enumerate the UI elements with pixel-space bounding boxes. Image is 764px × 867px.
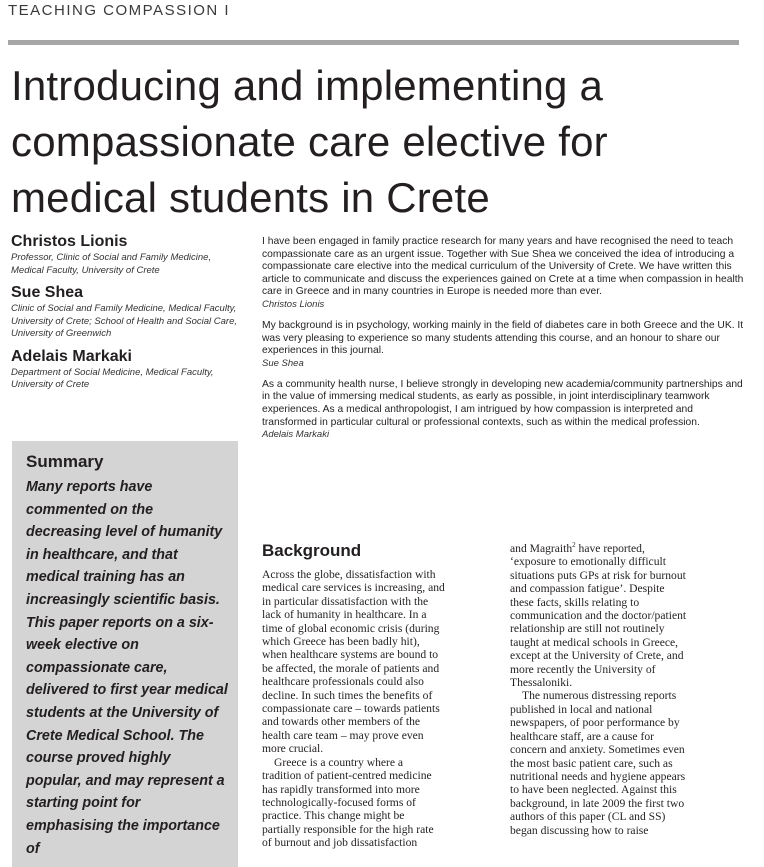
- statement-text: My background is in psychology, working mainly in the field of diabetes care in both Greece and the UK. It was very pleasing to experience so many students attending this course, and an honour to share our experiences in this journal.: [262, 319, 744, 357]
- body-line: tradition of patient-centred medicine: [262, 769, 432, 783]
- body-line: taught at medical schools in Greece,: [510, 635, 679, 649]
- title-line: medical students in Crete: [11, 174, 490, 221]
- body-line: medical care services is increasing, and: [262, 581, 445, 595]
- author-block: [11, 232, 243, 277]
- body-line: more recently the University of: [510, 662, 656, 676]
- body-line: practice. This change might be: [262, 809, 405, 823]
- statement-text: As a community health nurse, I believe strongly in developing new academia/community partnerships and in the value of immersing medical students, as early as possible, in joint interdisciplinary teamwork experiences. As a medical anthropologist, I am intrigued by how compassion is interpreted and transformed in particular cultural or professional contexts, such as within the medical profession.: [262, 378, 743, 428]
- author-block: [11, 283, 243, 341]
- body-line: newspapers, of poor performance by: [510, 716, 680, 730]
- author-affiliation: Professor, Clinic of Social and Family Medicine, Medical Faculty, University of Crete: [11, 252, 212, 276]
- author-list: [11, 232, 243, 398]
- statement-text: I have been engaged in family practice research for many years and have recognised the need to teach compassionate care as an urgent issue. Together with Sue Shea we conceived the idea of introducing a compassionate care elective into the medical curriculum of the University of Crete. We have written this article to communicate and discuss the experiences gained on Crete at a time when compassion in health care in Greece and in many countries in Europe is needed more than ever.: [262, 236, 744, 298]
- statement-signature: Sue Shea: [262, 357, 304, 369]
- title-line: Introducing and implementing a: [11, 62, 604, 109]
- body-line: be affected, the morale of patients and: [262, 661, 440, 675]
- body-line: compassionate care – towards patients: [262, 702, 440, 716]
- article-title: [11, 58, 751, 226]
- summary-heading: Summary: [26, 452, 104, 471]
- author-name: Christos Lionis: [11, 233, 128, 250]
- body-line: these facts, skills relating to: [510, 595, 640, 609]
- body-line: concern and anxiety. Sometimes even: [510, 743, 685, 757]
- author-name: Sue Shea: [11, 284, 84, 301]
- body-line: The numerous distressing reports: [522, 689, 677, 703]
- header-rule: [8, 40, 739, 45]
- author-statement: [262, 379, 744, 441]
- body-column-1: [262, 568, 494, 850]
- body-line: health care team – may prove even: [262, 728, 424, 742]
- body-line: time of global economic crisis (during: [262, 621, 440, 635]
- body-line: technologically-focused forms of: [262, 795, 416, 809]
- body-line: background, in late 2009 the first two: [510, 796, 685, 810]
- statement-signature: Christos Lionis: [262, 298, 325, 310]
- body-line: the most basic patient care, such as: [510, 756, 673, 770]
- body-line: situations puts GPs at risk for burnout: [510, 568, 686, 582]
- author-name: Adelais Markaki: [11, 347, 132, 365]
- body-line: began discussing how to raise: [510, 823, 649, 837]
- author-block: [11, 347, 243, 392]
- body-line: ‘exposure to emotionally difficult: [510, 555, 666, 569]
- body-line: which Greece has been badly hit),: [262, 635, 420, 649]
- body-line-text: and Magraith: [510, 542, 573, 555]
- body-line: and towards other members of the: [262, 715, 421, 729]
- body-line: has rapidly transformed into more: [262, 782, 420, 796]
- body-line: more crucial.: [262, 742, 324, 756]
- author-affiliation: Clinic of Social and Family Medicine, Medical Faculty, University of Crete; School of Health and Social Care, University of Greenwich: [11, 303, 237, 339]
- body-line: communication and the doctor/patient: [510, 609, 687, 623]
- body-line: nutritional needs and hygiene appears: [510, 769, 686, 783]
- body-line: Across the globe, dissatisfaction with: [262, 568, 436, 581]
- author-statements: [262, 236, 744, 450]
- body-line: in particular dissatisfaction with the: [262, 594, 429, 608]
- body-line: healthcare professionals could also: [262, 675, 424, 689]
- body-line: partially responsible for the high rate: [262, 822, 434, 836]
- body-line: published in local and national: [510, 702, 653, 716]
- citation-marker: 2: [572, 541, 576, 550]
- summary-text: Many reports have commented on the decreasing level of humanity in healthcare, and that medical training has an increasingly scientific basis. This paper reports on a six-week elective on compassionate care, delivered to first year medical students at the University of Crete Medical School. The course proved highly popular, and may represent a starting point for emphasising the importance of: [26, 479, 228, 857]
- title-line: compassionate care elective for: [11, 118, 608, 165]
- body-line: [510, 542, 742, 555]
- author-affiliation: Department of Social Medicine, Medical Faculty, University of Crete: [11, 366, 214, 390]
- body-line: to have been neglected. Against this: [510, 783, 677, 797]
- body-line: Greece is a country where a: [274, 755, 404, 769]
- body-line: Thessaloniki.: [510, 676, 573, 690]
- author-statement: [262, 236, 744, 311]
- body-line: authors of this paper (CL and SS): [510, 810, 666, 824]
- section-heading: Background: [262, 541, 362, 560]
- body-line: of burnout and job dissatisfaction: [262, 836, 418, 850]
- body-line: except at the University of Crete, and: [510, 649, 684, 663]
- body-line-text: have reported,: [575, 542, 645, 555]
- summary-box: [12, 441, 238, 867]
- body-line: healthcare staff, are a cause for: [510, 729, 654, 743]
- body-line: decline. In such times the benefits of: [262, 688, 433, 702]
- statement-signature: Adelais Markaki: [262, 429, 330, 441]
- body-line: and compassion fatigue’. Despite: [510, 582, 665, 596]
- body-line: when healthcare systems are bound to: [262, 648, 439, 662]
- author-statement: [262, 320, 744, 370]
- section-label: TEACHING COMPASSION I: [8, 2, 231, 19]
- body-column-2: [510, 542, 742, 837]
- body-line: relationship are still not routinely: [510, 622, 665, 636]
- body-line: lack of humanity in healthcare. In a: [262, 608, 427, 622]
